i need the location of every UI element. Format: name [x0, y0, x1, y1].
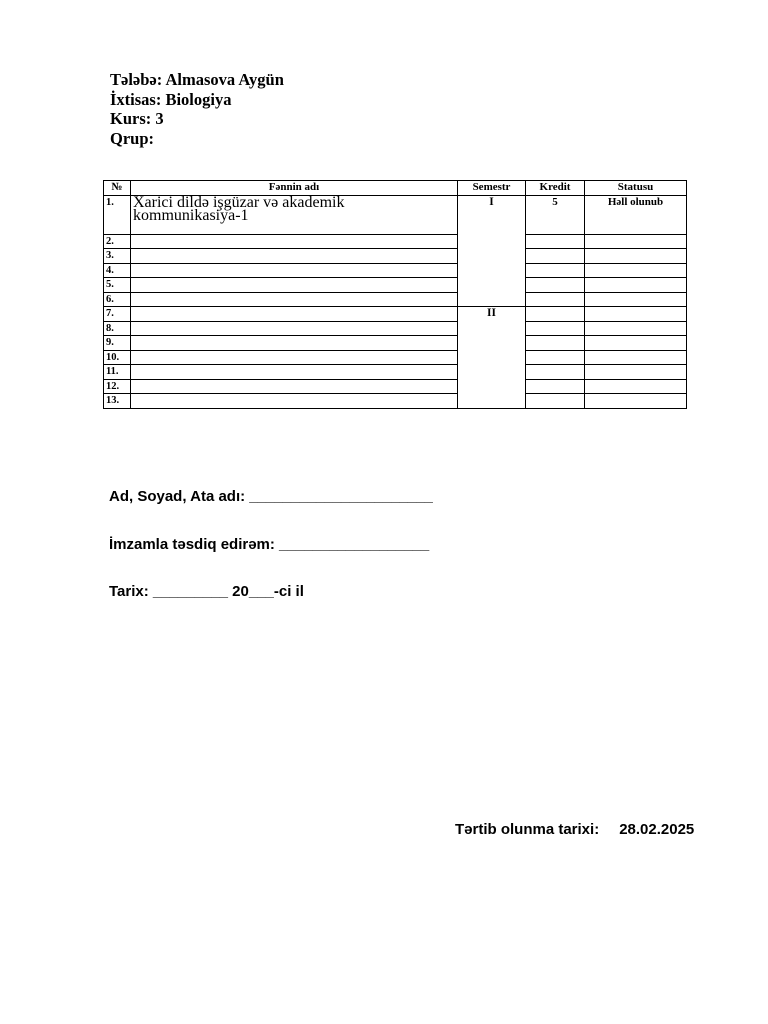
row-number: 9.	[104, 336, 131, 351]
courses-table	[103, 180, 687, 409]
subject-name: Xarici dildə işgüzar və akademik kommunikasiya-1	[131, 195, 458, 234]
credit-cell: 5	[526, 195, 585, 234]
col-number-header: №	[104, 181, 131, 196]
signature-field-line: İmzamla təsdiq edirəm: __________________	[109, 536, 430, 553]
status-cell	[585, 365, 687, 380]
row-number: 6.	[104, 292, 131, 307]
col-status-header: Statusu	[585, 181, 687, 196]
subject-name	[131, 307, 458, 322]
table-row	[104, 249, 687, 264]
semester-cell: I	[458, 195, 526, 307]
row-number: 12.	[104, 379, 131, 394]
status-cell	[585, 307, 687, 322]
status-cell	[585, 394, 687, 409]
subject-name	[131, 292, 458, 307]
status-cell	[585, 321, 687, 336]
status-cell	[585, 234, 687, 249]
table-row	[104, 350, 687, 365]
row-number: 13.	[104, 394, 131, 409]
name-field-line: Ad, Soyad, Ata adı: ______________________	[109, 488, 433, 505]
table-row	[104, 307, 687, 322]
table-row	[104, 379, 687, 394]
credit-cell	[526, 336, 585, 351]
table-row	[104, 292, 687, 307]
credit-cell	[526, 234, 585, 249]
table-header-row	[104, 181, 687, 196]
subject-name	[131, 234, 458, 249]
row-number: 8.	[104, 321, 131, 336]
row-number: 5.	[104, 278, 131, 293]
status-cell	[585, 336, 687, 351]
credit-cell	[526, 394, 585, 409]
row-number: 3.	[104, 249, 131, 264]
row-number: 2.	[104, 234, 131, 249]
credit-cell	[526, 307, 585, 322]
subject-name	[131, 350, 458, 365]
subject-name	[131, 278, 458, 293]
student-name: Tələbə: Almasova Aygün	[110, 70, 284, 89]
status-cell	[585, 278, 687, 293]
status-cell	[585, 350, 687, 365]
subject-name	[131, 394, 458, 409]
subject-name	[131, 263, 458, 278]
credit-cell	[526, 249, 585, 264]
status-cell	[585, 263, 687, 278]
subject-name	[131, 379, 458, 394]
compiled-date-label: Tərtib olunma tarixi:	[455, 821, 600, 838]
row-number: 11.	[104, 365, 131, 380]
subject-name	[131, 321, 458, 336]
credit-cell	[526, 278, 585, 293]
col-subject-header: Fənnin adı	[131, 181, 458, 196]
course-year: Kurs: 3	[110, 109, 164, 128]
table-row	[104, 278, 687, 293]
subject-name	[131, 336, 458, 351]
compiled-date	[455, 821, 694, 838]
row-number: 4.	[104, 263, 131, 278]
semester-cell: II	[458, 307, 526, 409]
table-row	[104, 321, 687, 336]
table-row	[104, 365, 687, 380]
credit-cell	[526, 350, 585, 365]
credit-cell	[526, 321, 585, 336]
table-row	[104, 263, 687, 278]
row-number: 1.	[104, 195, 131, 234]
table-body	[104, 195, 687, 408]
table-row	[104, 336, 687, 351]
status-cell	[585, 292, 687, 307]
compiled-date-value: 28.02.2025	[619, 821, 695, 838]
status-cell: Həll olunub	[585, 195, 687, 234]
group: Qrup:	[110, 128, 155, 148]
table-row	[104, 195, 687, 234]
date-field-line: Tarix: _________ 20___-ci il	[109, 583, 304, 600]
table-row	[104, 234, 687, 249]
row-number: 7.	[104, 307, 131, 322]
credit-cell	[526, 379, 585, 394]
table-row	[104, 394, 687, 409]
col-semester-header: Semestr	[458, 181, 526, 196]
status-cell	[585, 249, 687, 264]
credit-cell	[526, 263, 585, 278]
credit-cell	[526, 292, 585, 307]
subject-name	[131, 249, 458, 264]
subject-name	[131, 365, 458, 380]
specialty: İxtisas: Biologiya	[110, 89, 232, 109]
status-cell	[585, 379, 687, 394]
student-header	[110, 70, 284, 148]
credit-cell	[526, 365, 585, 380]
col-credit-header: Kredit	[526, 181, 585, 196]
row-number: 10.	[104, 350, 131, 365]
